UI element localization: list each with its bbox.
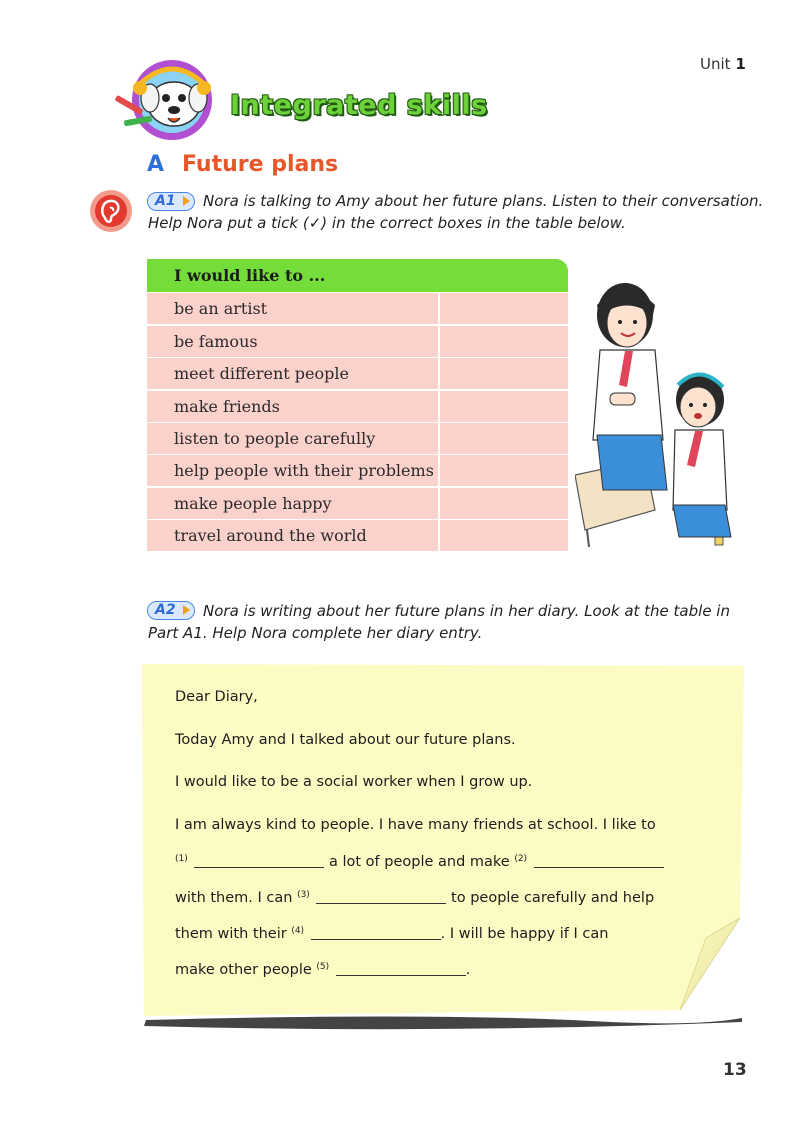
tick-box[interactable]: [440, 423, 568, 454]
diary-line: [175, 853, 664, 870]
a2-badge-label: A2: [155, 602, 176, 618]
row-label: make friends: [147, 391, 438, 422]
tick-box[interactable]: [440, 455, 568, 486]
diary-text: a lot of people and make: [328, 854, 510, 870]
diary-line: [175, 961, 470, 978]
row-label: be an artist: [147, 293, 438, 324]
answer-blank-1[interactable]: [194, 853, 324, 868]
answer-blank-4[interactable]: [311, 925, 441, 940]
diary-text: them with their: [175, 926, 287, 942]
a2-instruction-line2: Part A1. Help Nora complete her diary entry.: [148, 624, 483, 642]
unit-word: Unit: [700, 55, 731, 73]
row-label: meet different people: [147, 358, 438, 389]
unit-number: 1: [735, 55, 746, 73]
mascot-dog-icon: [110, 58, 230, 142]
a2-badge: [147, 601, 195, 620]
tick-box[interactable]: [440, 391, 568, 422]
row-label: make people happy: [147, 488, 438, 519]
table-row: [147, 423, 568, 454]
row-label: listen to people carefully: [147, 423, 438, 454]
tick-box[interactable]: [440, 293, 568, 324]
table-header: I would like to ...: [147, 259, 568, 292]
diary-text: with them. I can: [175, 890, 293, 906]
answer-blank-3[interactable]: [316, 889, 446, 904]
blank-number: (5): [316, 962, 330, 972]
diary-text: .: [465, 962, 471, 978]
unit-label: [700, 55, 746, 73]
blank-number: (4): [291, 926, 305, 936]
blank-number: (1): [175, 854, 188, 864]
table-row: [147, 326, 568, 357]
page-number: 13: [723, 1060, 747, 1080]
table-row: [147, 391, 568, 422]
blank-number: (3): [297, 890, 310, 900]
plans-table: [147, 259, 568, 551]
diary-text: to people carefully and help: [451, 890, 655, 906]
diary-text: . I will be happy if I can: [440, 926, 609, 942]
table-row: [147, 520, 568, 551]
a1-badge-label: A1: [155, 193, 176, 209]
row-label: travel around the world: [147, 520, 438, 551]
tick-box[interactable]: [440, 488, 568, 519]
tick-box[interactable]: [440, 520, 568, 551]
diary-line: I would like to be a social worker when I grow up.: [175, 774, 533, 790]
a1-instruction-line2: Help Nora put a tick (✓) in the correct boxes in the table below.: [148, 214, 626, 232]
a1-instruction-line1: Nora is talking to Amy about her future plans. Listen to their conversation.: [203, 192, 764, 210]
tick-box[interactable]: [440, 326, 568, 357]
table-row: [147, 455, 568, 486]
answer-blank-2[interactable]: [534, 853, 664, 868]
table-row: [147, 488, 568, 519]
diary-line: Today Amy and I talked about our future plans.: [175, 732, 516, 748]
table-row: [147, 358, 568, 389]
diary-line: I am always kind to people. I have many friends at school. I like to: [175, 817, 656, 833]
part-letter: A: [147, 152, 165, 177]
diary-greeting: Dear Diary,: [175, 689, 258, 705]
diary-text: make other people: [175, 962, 312, 978]
diary-line: [175, 925, 608, 942]
answer-blank-5[interactable]: [336, 961, 466, 976]
two-girls-illustration: [575, 275, 745, 550]
row-label: help people with their problems: [147, 455, 438, 486]
section-title: Integrated skills: [230, 90, 488, 121]
table-row: [147, 293, 568, 324]
play-triangle-icon: [183, 196, 190, 206]
a1-badge: [147, 192, 195, 211]
diary-line: [175, 889, 654, 906]
tick-box[interactable]: [440, 358, 568, 389]
a2-instruction-line1: Nora is writing about her future plans in her diary. Look at the table in: [203, 602, 730, 620]
row-label: be famous: [147, 326, 438, 357]
blank-number: (2): [514, 854, 528, 864]
play-triangle-icon: [183, 605, 190, 615]
part-title: Future plans: [182, 152, 339, 177]
listening-ear-icon: [88, 188, 134, 234]
